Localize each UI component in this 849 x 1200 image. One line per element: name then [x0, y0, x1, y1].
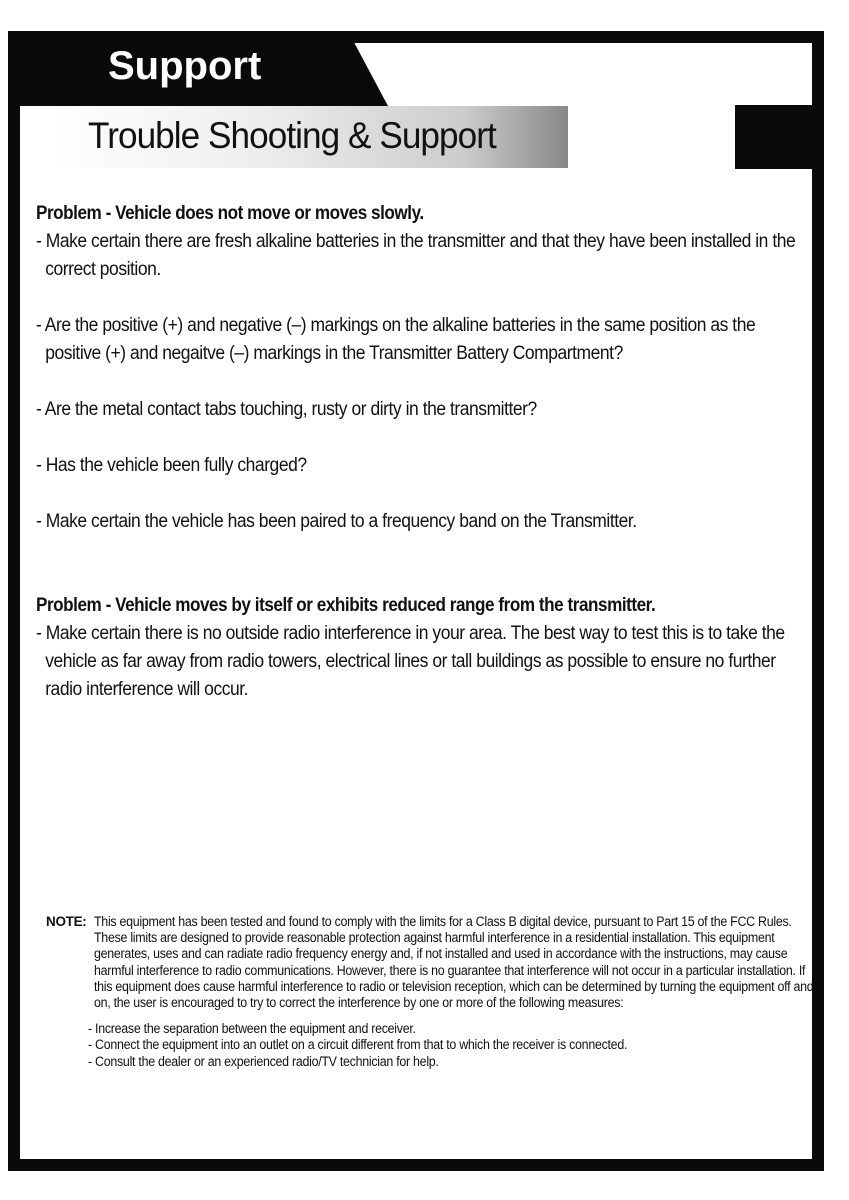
page-title: Trouble Shooting & Support: [88, 115, 496, 156]
section-title: Support: [108, 44, 262, 88]
measure-item: - Consult the dealer or an experienced radio/TV technician for help.: [88, 1054, 824, 1070]
note-body: This equipment has been tested and found to comply with the limits for a Class B digital device, pursuant to Part 15 of the FCC Rules. These limits are designed to provide reasonable protection against harmful interference in a residential installation. This equipment generates, uses and can radiate radio frequency energy and, if not installed and used in accordance with the instructions, may cause harmful interference to radio communications. However, there is no guarantee that interference will not occur in a particular installation. If this equipment does cause harmful interference to radio or television reception, which can be determined by turning the equipment off and on, the user is encouraged to try to correct the interference by one or more of the following measures:: [94, 914, 814, 1011]
troubleshoot-item: - Are the positive (+) and negative (–) markings on the alkaline batteries in the same position as the positive (+) and negaitve (–) markings in the Transmitter Battery Compartment?: [36, 315, 756, 364]
problem-heading: Problem - Vehicle does not move or moves slowly.: [36, 203, 424, 224]
troubleshoot-item: - Are the metal contact tabs touching, rusty or dirty in the transmitter?: [36, 399, 537, 420]
measure-item: - Increase the separation between the equipment and receiver.: [88, 1021, 824, 1037]
problem-heading: Problem - Vehicle moves by itself or exhibits reduced range from the transmitter.: [36, 595, 656, 616]
measures-list: [88, 1021, 824, 1070]
fcc-note: [36, 914, 814, 1070]
troubleshoot-item: - Has the vehicle been fully charged?: [36, 455, 307, 476]
note-label: NOTE:: [46, 914, 87, 929]
measure-item: - Connect the equipment into an outlet on a circuit different from that to which the receiver is connected.: [88, 1037, 824, 1053]
troubleshoot-item: - Make certain there is no outside radio interference in your area. The best way to test this is to take the vehicle as far away from radio towers, electrical lines or tall buildings as possible to ensure no further radio interference will occur.: [36, 623, 785, 700]
troubleshoot-item: - Make certain there are fresh alkaline batteries in the transmitter and that they have been installed in the correct position.: [36, 231, 796, 280]
troubleshooting-content: [36, 200, 806, 704]
section-tab-marker: [735, 105, 813, 169]
troubleshoot-item: - Make certain the vehicle has been paired to a frequency band on the Transmitter.: [36, 511, 637, 532]
